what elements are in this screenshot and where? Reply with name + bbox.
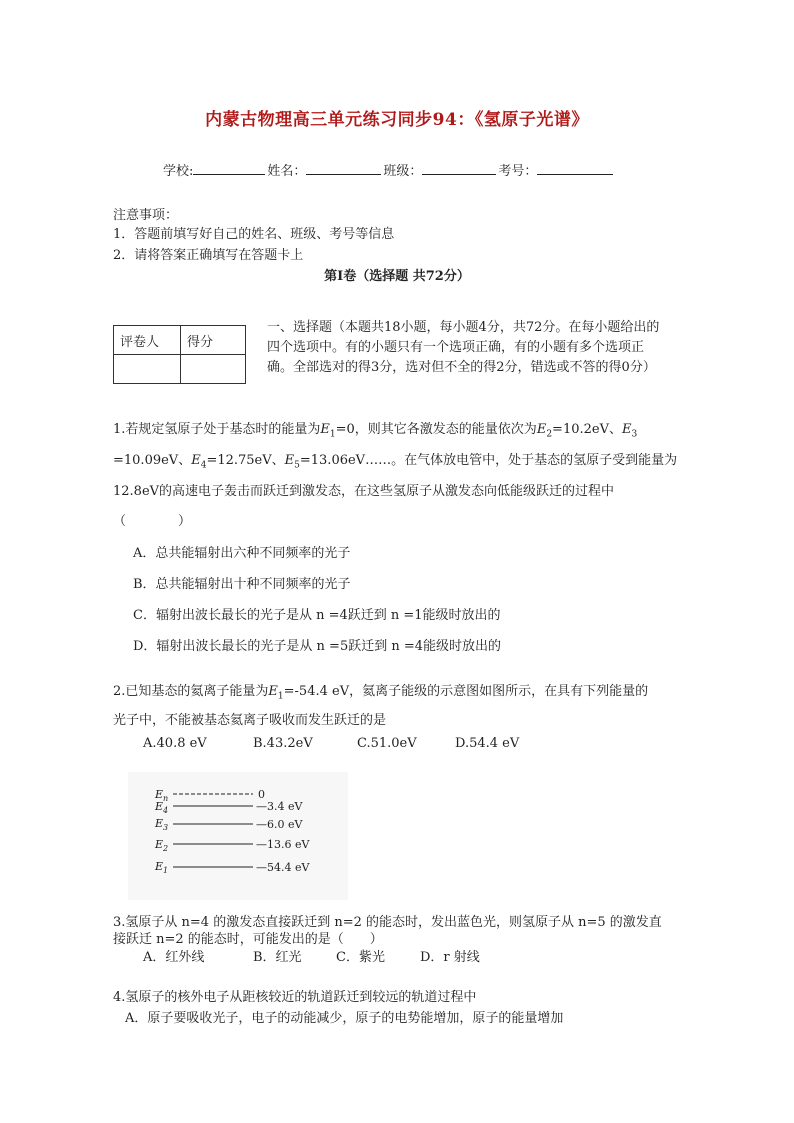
q2-line1: 2.已知基态的氦离子能量为$E_1=-54.4$ eV，氦离子能级的示意图如图所示，在具有下列能量的 bbox=[113, 684, 649, 702]
level-label-inf: $E_n$ bbox=[155, 788, 169, 803]
level-label-4: $E_4$ bbox=[155, 800, 169, 815]
q3-option-a: A．红外线 bbox=[143, 950, 205, 965]
q1-line2: =10.09eV、$E_4=12.75eV$、$E_5=13.06eV\dots\dots$。在气体放电管中，处于基态的氢原子受到能量为 bbox=[113, 453, 678, 471]
section-title: 第I卷（选择题 共72分） bbox=[324, 269, 470, 284]
score-table bbox=[113, 325, 246, 384]
level-value-inf: 0 bbox=[258, 788, 265, 801]
q2-text: 2.已知基态的氦离子能量为 bbox=[113, 684, 269, 699]
exam-number-blank bbox=[537, 162, 613, 175]
level-label-1: $E_1$ bbox=[155, 860, 169, 875]
q1-text: =0，则其它各激发态的能量依次为 bbox=[335, 422, 537, 437]
q2-option-d: D.54.4 eV bbox=[455, 736, 520, 751]
notice-item: 2．请将答案正确填写在答题卡上 bbox=[113, 248, 304, 263]
level-value-4: —3.4 eV bbox=[256, 800, 303, 813]
page-title: 内蒙古物理高三单元练习同步94：《氢原子光谱》 bbox=[205, 110, 589, 130]
q1-text: 1.若规定氢原子处于基态时的能量为 bbox=[113, 422, 321, 437]
grader-cell bbox=[114, 355, 181, 384]
q3-line1: 3.氢原子从 n=4 的激发态直接跃迁到 n=2 的能态时，发出蓝色光，则氢原子从 n=5 的激发直 bbox=[113, 915, 662, 930]
q1-line3: 12.8eV的高速电子轰击而跃迁到激发态，在这些氢原子从激发态向低能级跃迁的过程中 bbox=[113, 484, 615, 499]
level-value-1: —54.4 eV bbox=[256, 861, 310, 874]
q1-text: =10.09eV、 bbox=[113, 453, 192, 468]
q4-option-a: A．原子要吸收光子，电子的动能减少，原子的电势能增加，原子的能量增加 bbox=[125, 1011, 564, 1026]
q1-answer-paren: （ ） bbox=[113, 514, 192, 529]
name-blank bbox=[306, 162, 381, 175]
q2-line2: 光子中，不能被基态氦离子吸收而发生跃迁的是 bbox=[113, 713, 387, 728]
q1-option-a: A．总共能辐射出六种不同频率的光子 bbox=[133, 546, 351, 561]
score-cell bbox=[181, 355, 246, 384]
q1-option-c: C．辐射出波长最长的光子是从 n =4跃迁到 n =1能级时放出的 bbox=[133, 608, 501, 623]
energy-level-diagram bbox=[128, 772, 348, 900]
class-label: 班级： bbox=[383, 164, 423, 179]
notice-heading: 注意事项： bbox=[113, 208, 179, 223]
q2-option-a: A.40.8 eV bbox=[143, 736, 207, 751]
q1-text: =12.75eV、 bbox=[206, 453, 285, 468]
level-label-2: $E_2$ bbox=[155, 838, 169, 853]
score-header: 得分 bbox=[181, 326, 246, 355]
q1-option-d: D．辐射出波长最长的光子是从 n =5跃迁到 n =4能级时放出的 bbox=[133, 639, 502, 654]
school-blank bbox=[193, 162, 265, 175]
name-label: 姓名： bbox=[267, 164, 307, 179]
info-fields bbox=[163, 160, 615, 179]
level-value-3: —6.0 eV bbox=[256, 818, 303, 831]
grader-header: 评卷人 bbox=[114, 326, 181, 355]
q2-option-b: B.43.2eV bbox=[253, 736, 313, 751]
q4-line1: 4.氢原子的核外电子从距核较近的轨道跃迁到较远的轨道过程中 bbox=[113, 990, 477, 1005]
level-value-2: —13.6 eV bbox=[256, 838, 310, 851]
q1-line1: 1.若规定氢原子处于基态时的能量为$E_1=0$，则其它各激发态的能量依次为$E_2=10.2eV$、$E_3$ bbox=[113, 422, 638, 440]
q2-option-c: C.51.0eV bbox=[357, 736, 417, 751]
class-blank bbox=[422, 162, 496, 175]
q3-line2: 接跃迁 n=2 的能态时，可能发出的是（ ） bbox=[113, 932, 383, 947]
q3-option-b: B．红光 bbox=[253, 950, 302, 965]
q1-text: =13.06eV……。在气体放电管中，处于基态的氢原子受到能量为 bbox=[299, 453, 678, 468]
section-instructions: 一、选择题（本题共18小题，每小题4分，共72分。在每小题给出的四个选项中。有的小题只有一个选项正确，有的小题有多个选项正确。全部选对的得3分，选对但不全的得2分，错选或不答的得0分） bbox=[267, 320, 660, 375]
exam-number-label: 考号： bbox=[498, 164, 538, 179]
notice-item: 1．答题前填写好自己的姓名、班级、考号等信息 bbox=[113, 227, 395, 242]
q2-text: =-54.4 eV，氦离子能级的示意图如图所示，在具有下列能量的 bbox=[283, 684, 649, 699]
q1-option-b: B．总共能辐射出十种不同频率的光子 bbox=[133, 577, 351, 592]
school-label: 学校: bbox=[163, 164, 194, 179]
q1-text: =10.2eV、 bbox=[552, 422, 622, 437]
q3-option-c: C．紫光 bbox=[336, 950, 385, 965]
q3-option-d: D．r 射线 bbox=[420, 950, 480, 965]
level-label-3: $E_3$ bbox=[155, 817, 169, 832]
